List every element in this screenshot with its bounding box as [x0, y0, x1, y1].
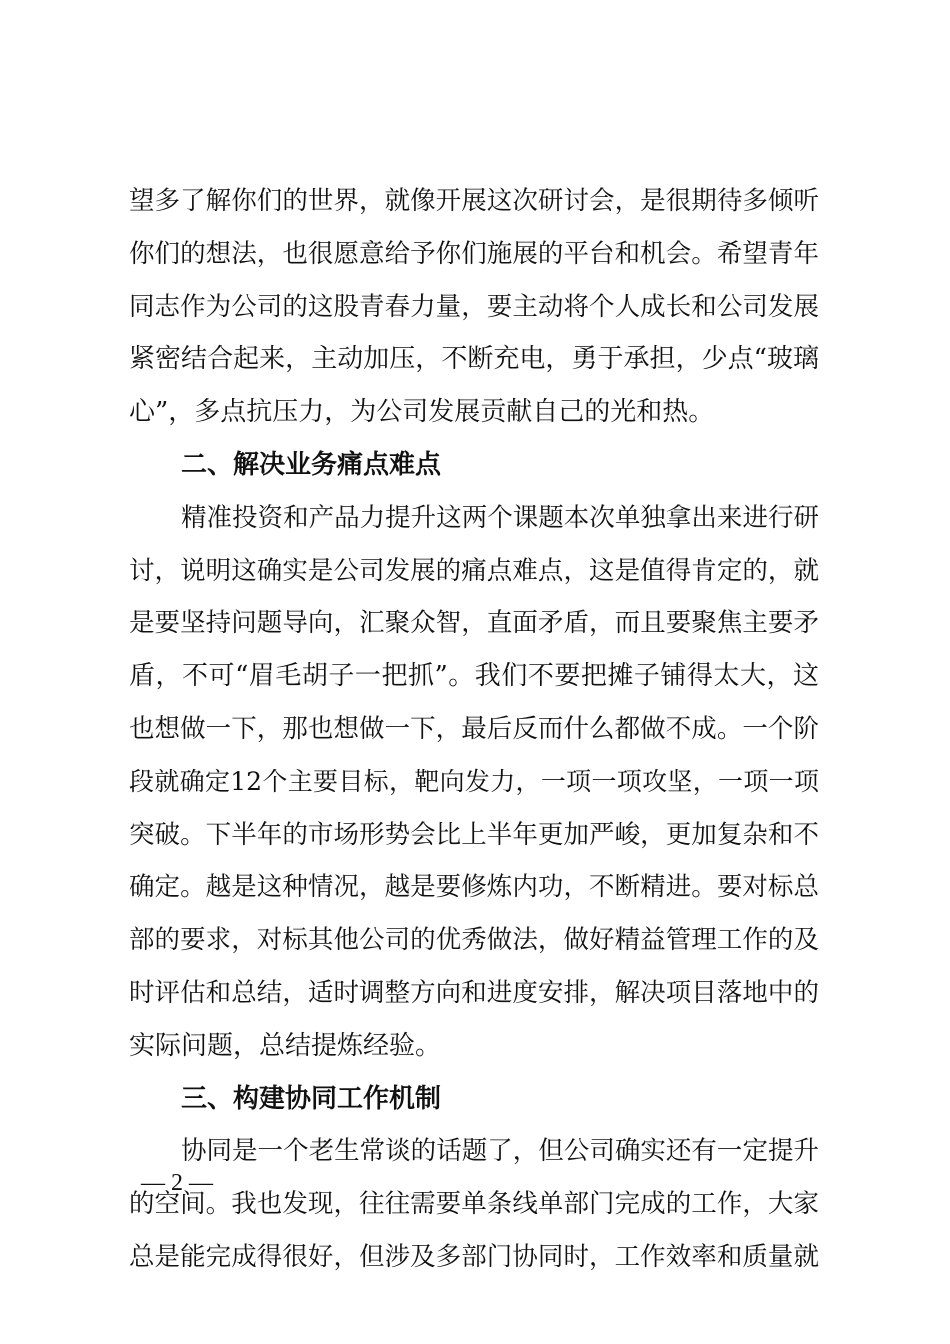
paragraph-line: 望多了解你们的世界，就像开展这次研讨会，是很期待多倾听 — [129, 186, 819, 216]
paragraph-line: 的空间。我也发现，往往需要单条线单部门完成的工作，大家 — [129, 1189, 819, 1220]
paragraph-line: 紧密结合起来，主动加压，不断充电，勇于承担，少点“玻璃 — [129, 344, 819, 375]
paragraph-line: 突破。下半年的市场形势会比上半年更加严峻，更加复杂和不 — [129, 819, 819, 850]
paragraph-line: 实际问题，总结提炼经验。 — [129, 1030, 442, 1061]
paragraph-line: 部的要求，对标其他公司的优秀做法，做好精益管理工作的及 — [129, 925, 819, 956]
paragraph-line: 时评估和总结，适时调整方向和进度安排，解决项目落地中的 — [129, 977, 819, 1008]
section-heading: 二、解决业务痛点难点 — [181, 449, 442, 480]
paragraph-line: 是要坚持问题导向，汇聚众智，直面矛盾，而且要聚焦主要矛 — [129, 608, 819, 639]
paragraph-line: 讨，说明这确实是公司发展的痛点难点，这是值得肯定的，就 — [129, 555, 819, 586]
paragraph-line: 协同是一个老生常谈的话题了，但公司确实还有一定提升 — [181, 1136, 819, 1167]
paragraph-line: 同志作为公司的这股青春力量，要主动将个人成长和公司发展 — [129, 291, 819, 322]
paragraph-line: 段就确定12个主要目标，靶向发力，一项一项攻坚，一项一项 — [129, 766, 819, 796]
paragraph-line: 盾，不可“眉毛胡子一把抓”。我们不要把摊子铺得太大，这 — [129, 661, 819, 692]
paragraph-line: 精准投资和产品力提升这两个课题本次单独拿出来进行研 — [181, 502, 819, 533]
paragraph-line: 也想做一下，那也想做一下，最后反而什么都做不成。一个阶 — [129, 713, 819, 744]
body-text — [129, 179, 819, 1288]
paragraph-line: 总是能完成得很好，但涉及多部门协同时，工作效率和质量就 — [129, 1241, 819, 1272]
paragraph-line: 确定。越是这种情况，越是要修炼内功，不断精进。要对标总 — [129, 872, 819, 903]
paragraph-line: 你们的想法，也很愿意给予你们施展的平台和机会。希望青年 — [129, 238, 819, 269]
paragraph-line: 心”，多点抗压力，为公司发展贡献自己的光和热。 — [129, 397, 715, 428]
page-number: — 2 — — [141, 1170, 213, 1196]
section-heading: 三、构建协同工作机制 — [181, 1083, 442, 1114]
